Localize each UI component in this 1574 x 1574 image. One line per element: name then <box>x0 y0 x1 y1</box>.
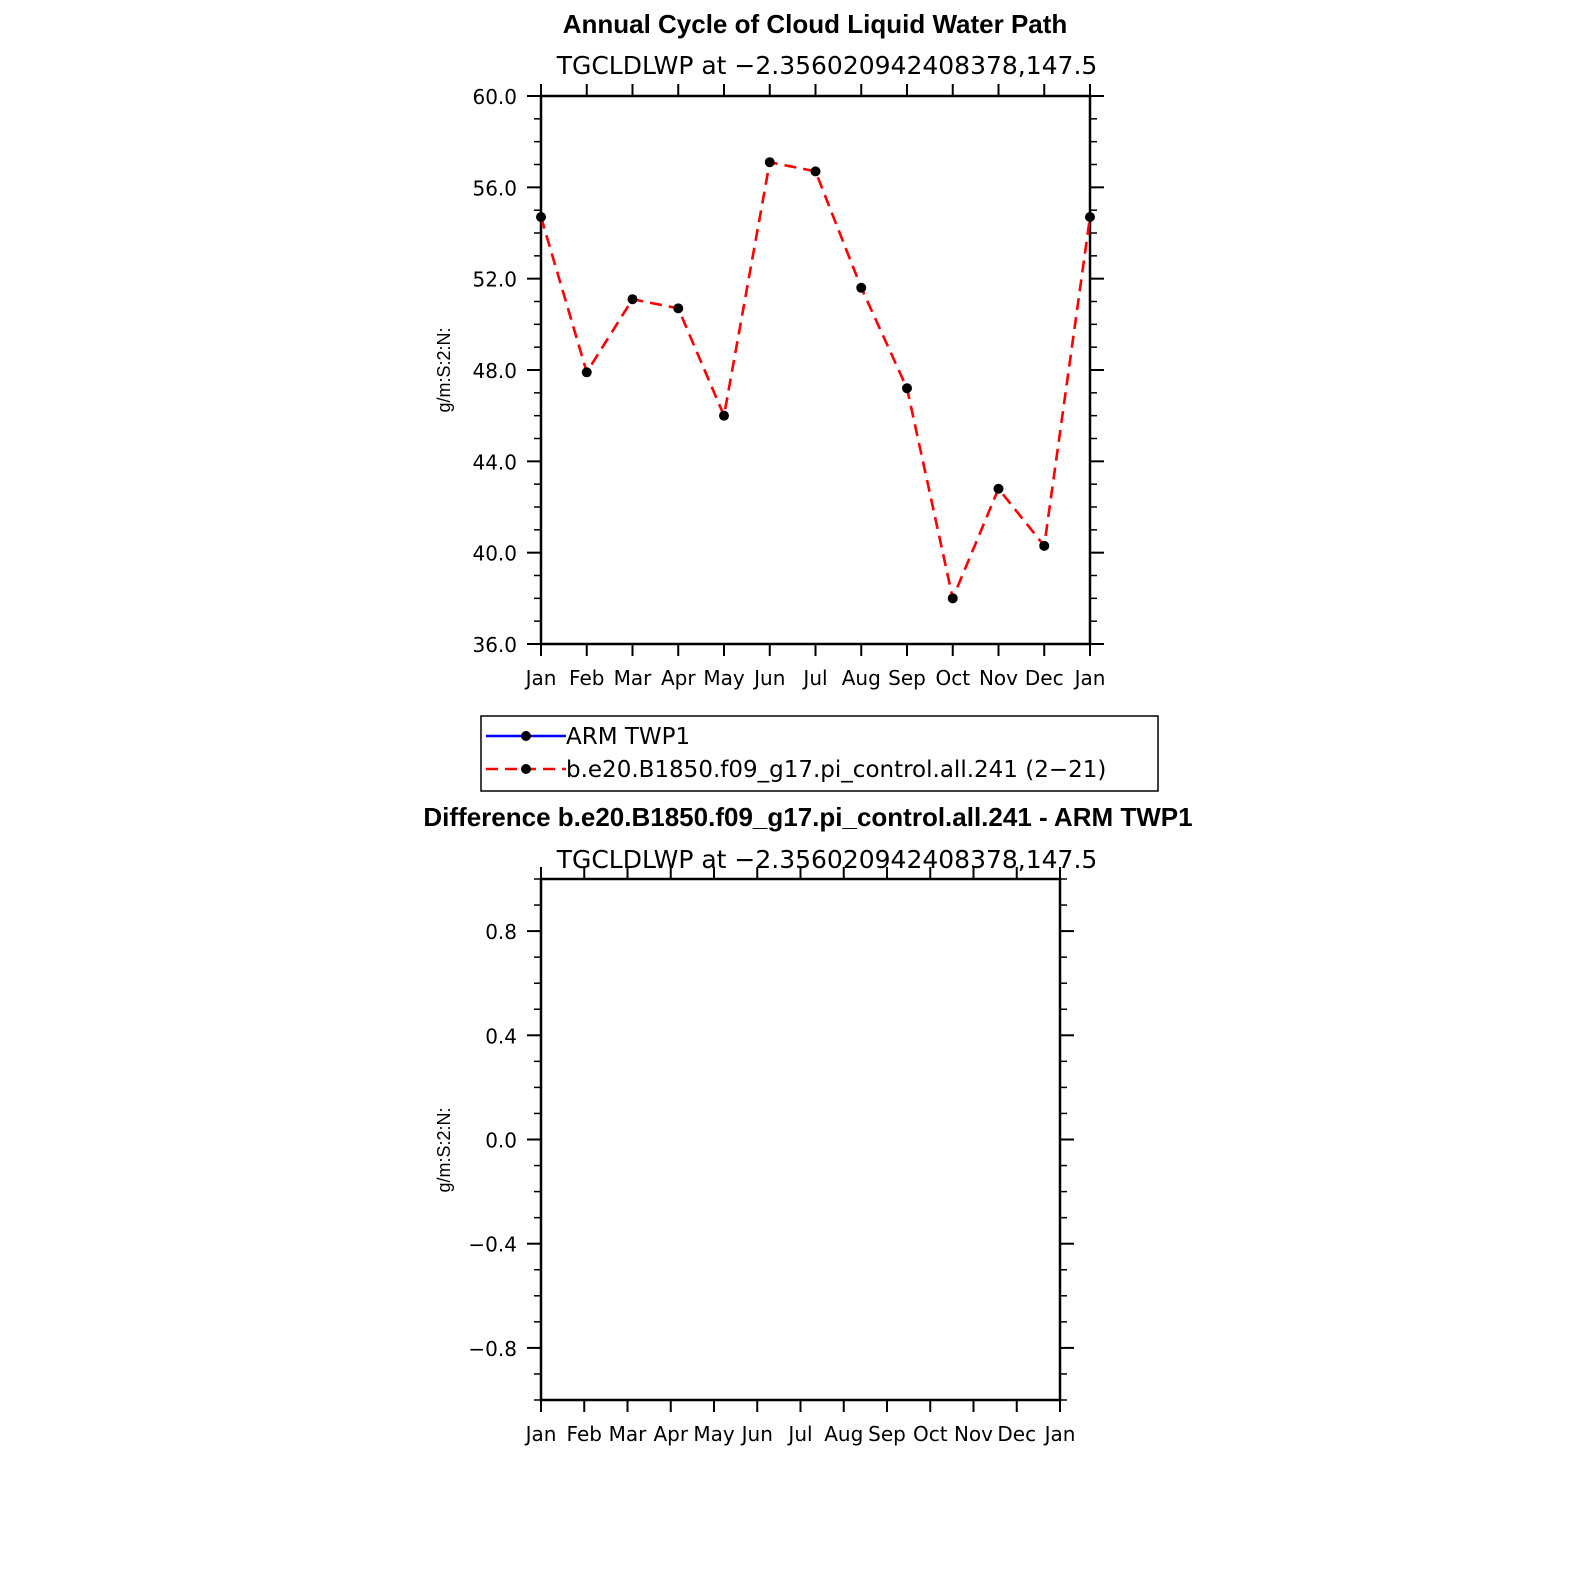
data-point <box>582 367 592 377</box>
x-tick-label: Jul <box>803 666 828 690</box>
y-tick-label: 48.0 <box>472 359 517 383</box>
chart-1-ylabel: g/m:S:2:N: <box>434 327 454 413</box>
chart-2-subtitle: TGCLDLWP at −2.356020942408378,147.5 <box>556 845 1098 874</box>
data-point <box>1039 541 1049 551</box>
x-tick-label: Feb <box>569 666 605 690</box>
chart-2-title: Difference b.e20.B1850.f09_g17.pi_control.all.241 - ARM TWP1 <box>423 802 1193 832</box>
data-point <box>811 166 821 176</box>
x-tick-label: Dec <box>997 1422 1037 1446</box>
x-tick-label: Jul <box>788 1422 813 1446</box>
x-tick-label: Apr <box>653 1422 689 1446</box>
y-tick-label: 44.0 <box>472 450 517 475</box>
series-line-1 <box>541 162 1090 598</box>
y-tick-label: −0.4 <box>468 1232 517 1257</box>
x-tick-label: Jan <box>1074 666 1106 690</box>
x-tick-label: Jan <box>1044 1422 1076 1446</box>
x-tick-label: Nov <box>953 1422 994 1446</box>
legend-marker-arm-twp1 <box>521 731 531 741</box>
x-tick-label: Oct <box>935 666 971 690</box>
legend-label-arm-twp1: ARM TWP1 <box>566 724 691 750</box>
data-point <box>902 383 912 393</box>
chart-2-plot-area <box>468 867 1075 1446</box>
x-tick-label: Dec <box>1024 666 1064 690</box>
data-point <box>719 411 729 421</box>
plot-frame-1 <box>541 879 1060 1400</box>
data-point <box>948 593 958 603</box>
y-tick-label: 0.0 <box>485 1128 517 1153</box>
data-point <box>673 303 683 313</box>
x-tick-label: Jun <box>754 666 786 690</box>
x-tick-label: Mar <box>608 1422 647 1446</box>
legend-label-model: b.e20.B1850.f09_g17.pi_control.all.241 (2−21) <box>566 757 1107 783</box>
x-tick-label: Oct <box>912 1422 948 1446</box>
y-tick-label: −0.8 <box>468 1336 517 1361</box>
x-tick-label: Sep <box>888 666 926 690</box>
y-tick-label: 0.8 <box>485 920 517 945</box>
chart-1-plot-area <box>472 84 1105 690</box>
x-tick-label: Jan <box>525 666 557 690</box>
legend <box>481 716 1158 791</box>
x-tick-label: Apr <box>660 666 696 690</box>
y-tick-label: 56.0 <box>472 176 517 201</box>
x-tick-label: May <box>693 1422 735 1446</box>
x-tick-label: Aug <box>824 1422 864 1446</box>
x-tick-label: May <box>703 666 745 690</box>
x-tick-label: Jan <box>525 1422 557 1446</box>
chart-2-ylabel: g/m:S:2:N: <box>434 1107 454 1193</box>
data-point <box>1085 212 1095 222</box>
data-point <box>628 294 638 304</box>
data-point <box>856 283 866 293</box>
y-tick-label: 52.0 <box>472 267 517 292</box>
x-tick-label: Feb <box>566 1422 602 1446</box>
data-point <box>994 484 1004 494</box>
y-tick-label: 60.0 <box>472 85 517 109</box>
y-tick-label: 0.4 <box>485 1024 517 1049</box>
chart-1-subtitle: TGCLDLWP at −2.356020942408378,147.5 <box>556 51 1098 80</box>
data-point <box>536 212 546 222</box>
y-tick-label: 40.0 <box>472 541 517 566</box>
x-tick-label: Mar <box>613 666 652 690</box>
chart-1-title: Annual Cycle of Cloud Liquid Water Path <box>562 9 1068 39</box>
legend-marker-model <box>521 764 531 774</box>
plot-frame-0 <box>541 96 1090 644</box>
x-tick-label: Aug <box>841 666 881 690</box>
y-tick-label: 36.0 <box>472 633 517 657</box>
data-point <box>765 157 775 167</box>
x-tick-label: Jun <box>741 1422 773 1446</box>
x-tick-label: Nov <box>978 666 1019 690</box>
x-tick-label: Sep <box>868 1422 906 1446</box>
